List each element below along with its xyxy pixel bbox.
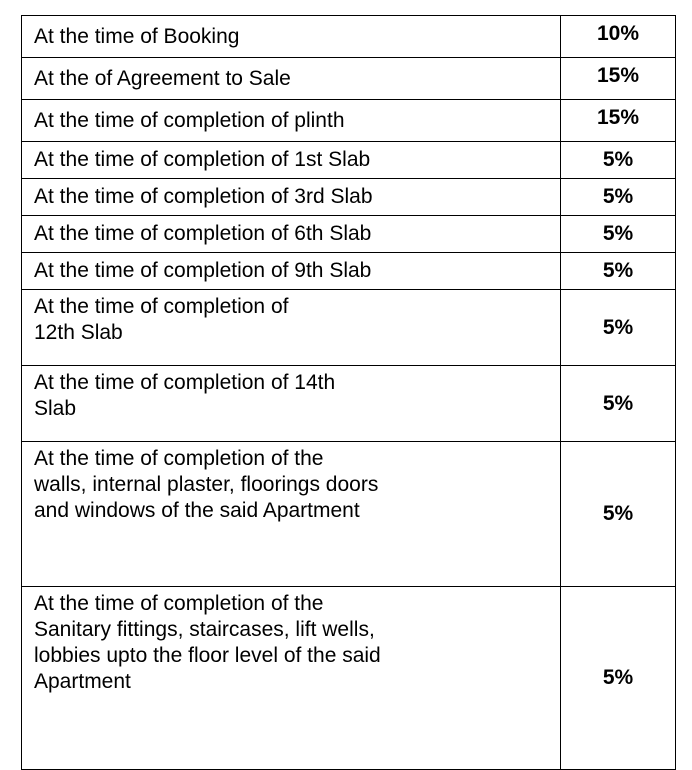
stage-line: Apartment — [34, 670, 131, 693]
payment-schedule-table — [21, 15, 676, 770]
percent-cell: 5% — [561, 216, 676, 253]
stage-line: walls, internal plaster, floorings doors — [34, 473, 379, 496]
table-row — [22, 16, 676, 58]
table-row — [22, 58, 676, 100]
percent-cell: 5% — [561, 290, 676, 366]
percent-cell: 5% — [561, 442, 676, 587]
stage-cell: At the time of completion of 6th Slab — [22, 216, 561, 253]
stage-line: lobbies upto the floor level of the said — [34, 644, 381, 667]
percent-cell: 5% — [561, 366, 676, 442]
stage-cell: At the time of completion of 3rd Slab — [22, 179, 561, 216]
stage-line: and windows of the said Apartment — [34, 499, 360, 522]
stage-cell: At the time of Booking — [22, 16, 561, 58]
stage-cell: At the time of completion of 1st Slab — [22, 142, 561, 179]
stage-line: Sanitary fittings, staircases, lift wells, — [34, 618, 375, 641]
stage-cell — [22, 442, 561, 587]
stage-line: At the time of completion of — [34, 295, 289, 318]
stage-cell: At the of Agreement to Sale — [22, 58, 561, 100]
table-row — [22, 216, 676, 253]
table-row — [22, 179, 676, 216]
percent-cell: 15% — [561, 58, 676, 100]
percent-cell: 5% — [561, 142, 676, 179]
stage-cell: At the time of completion of 9th Slab — [22, 253, 561, 290]
percent-cell: 10% — [561, 16, 676, 58]
stage-line: At the time of completion of the — [34, 447, 324, 470]
table-row — [22, 253, 676, 290]
table-row — [22, 100, 676, 142]
table-row — [22, 290, 676, 366]
stage-cell — [22, 366, 561, 442]
percent-cell: 5% — [561, 253, 676, 290]
stage-line: Slab — [34, 397, 77, 420]
stage-cell — [22, 587, 561, 770]
percent-cell: 5% — [561, 179, 676, 216]
stage-line: 12th Slab — [34, 321, 123, 344]
table-row — [22, 587, 676, 770]
stage-line: At the time of completion of 14th — [34, 371, 336, 394]
table-row — [22, 442, 676, 587]
stage-line: At the time of completion of the — [34, 592, 324, 615]
percent-cell: 5% — [561, 587, 676, 770]
table-row — [22, 366, 676, 442]
percent-cell: 15% — [561, 100, 676, 142]
table-row — [22, 142, 676, 179]
stage-cell: At the time of completion of plinth — [22, 100, 561, 142]
stage-cell — [22, 290, 561, 366]
